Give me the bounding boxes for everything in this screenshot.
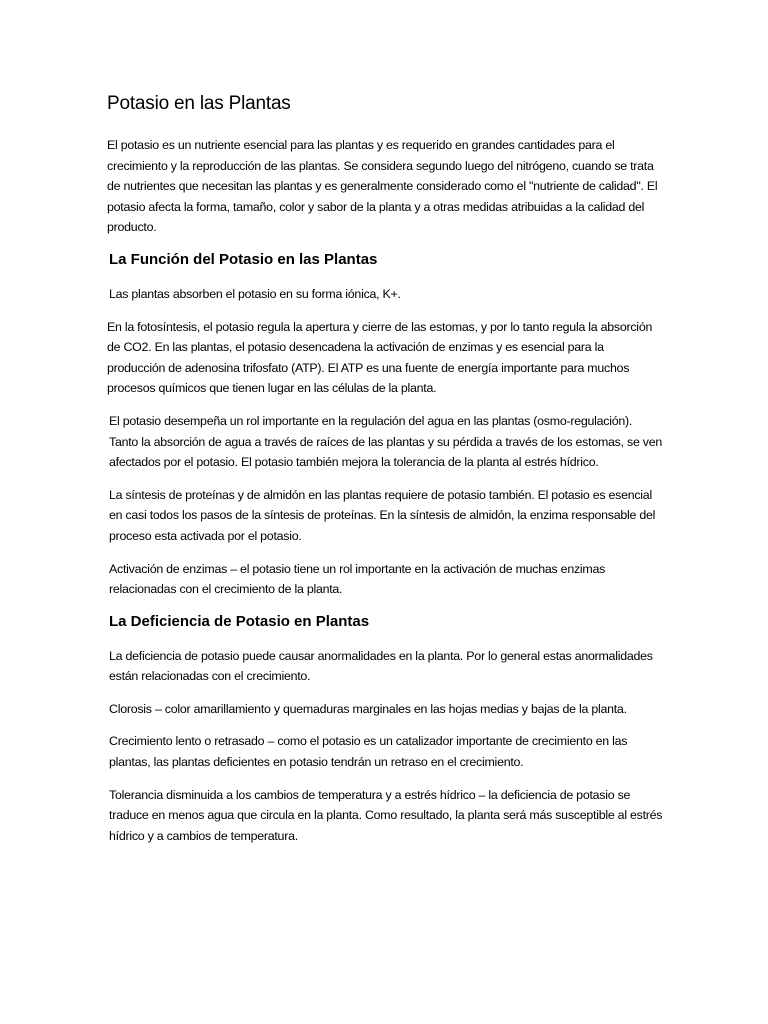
section-heading-deficiency: La Deficiencia de Potasio en Plantas [109, 612, 370, 630]
section-heading-function: La Función del Potasio en las Plantas [109, 250, 378, 268]
page-title: Potasio en las Plantas [107, 93, 291, 114]
paragraph: Activación de enzimas – el potasio tiene un rol importante en la activación de muchas enzimas relacionadas con el crecimiento de la planta. [109, 561, 606, 597]
paragraph: El potasio desempeña un rol importante en la regulación del agua en las plantas (osmo-regulación). Tanto la absorción de agua a través de raíces de las plantas y su pérdida a través de los estomas, se ven afectados por el potasio. El potasio también mejora la tolerancia de la planta al estrés hídrico. [109, 413, 663, 470]
intro-paragraph: El potasio es un nutriente esencial para las plantas y es requerido en grandes cantidades para el crecimiento y la reproducción de las plantas. Se considera segundo luego del nitrógeno, cuando se trata de nutrientes que necesitan las plantas y es generalmente considerado como el "nutriente de calidad". El potasio afecta la forma, tamaño, color y sabor de la planta y a otras medidas atribuidas a la calidad del producto. [107, 138, 658, 235]
paragraph: Clorosis – color amarillamiento y quemaduras marginales en las hojas medias y bajas de la planta. [109, 701, 627, 716]
paragraph: La síntesis de proteínas y de almidón en las plantas requiere de potasio también. El potasio es esencial en casi todos los pasos de la síntesis de proteínas. En la síntesis de almidón, la enzima responsable del proceso esta activada por el potasio. [109, 487, 656, 543]
paragraph: La deficiencia de potasio puede causar anormalidades en la planta. Por lo general estas anormalidades están relacionadas con el crecimiento. [109, 648, 653, 684]
paragraph: Crecimiento lento o retrasado – como el potasio es un catalizador importante de crecimiento en las plantas, las plantas deficientes en potasio tendrán un retraso en el crecimiento. [109, 734, 628, 770]
paragraph: En la fotosíntesis, el potasio regula la apertura y cierre de las estomas, y por lo tanto regula la absorción de CO2. En las plantas, el potasio desencadena la activación de enzimas y es esencial para la producción de adenosina trifosfato (ATP). El ATP es una fuente de energía importante para muchos procesos químicos que tienen lugar en las células de la planta. [107, 319, 653, 396]
paragraph: Tolerancia disminuida a los cambios de temperatura y a estrés hídrico – la deficiencia de potasio se traduce en menos agua que circula en la planta. Como resultado, la planta será más susceptible al estrés hídrico y a cambios de temperatura. [109, 787, 663, 843]
paragraph: Las plantas absorben el potasio en su forma iónica, K+. [109, 286, 401, 301]
document-page [107, 92, 663, 858]
